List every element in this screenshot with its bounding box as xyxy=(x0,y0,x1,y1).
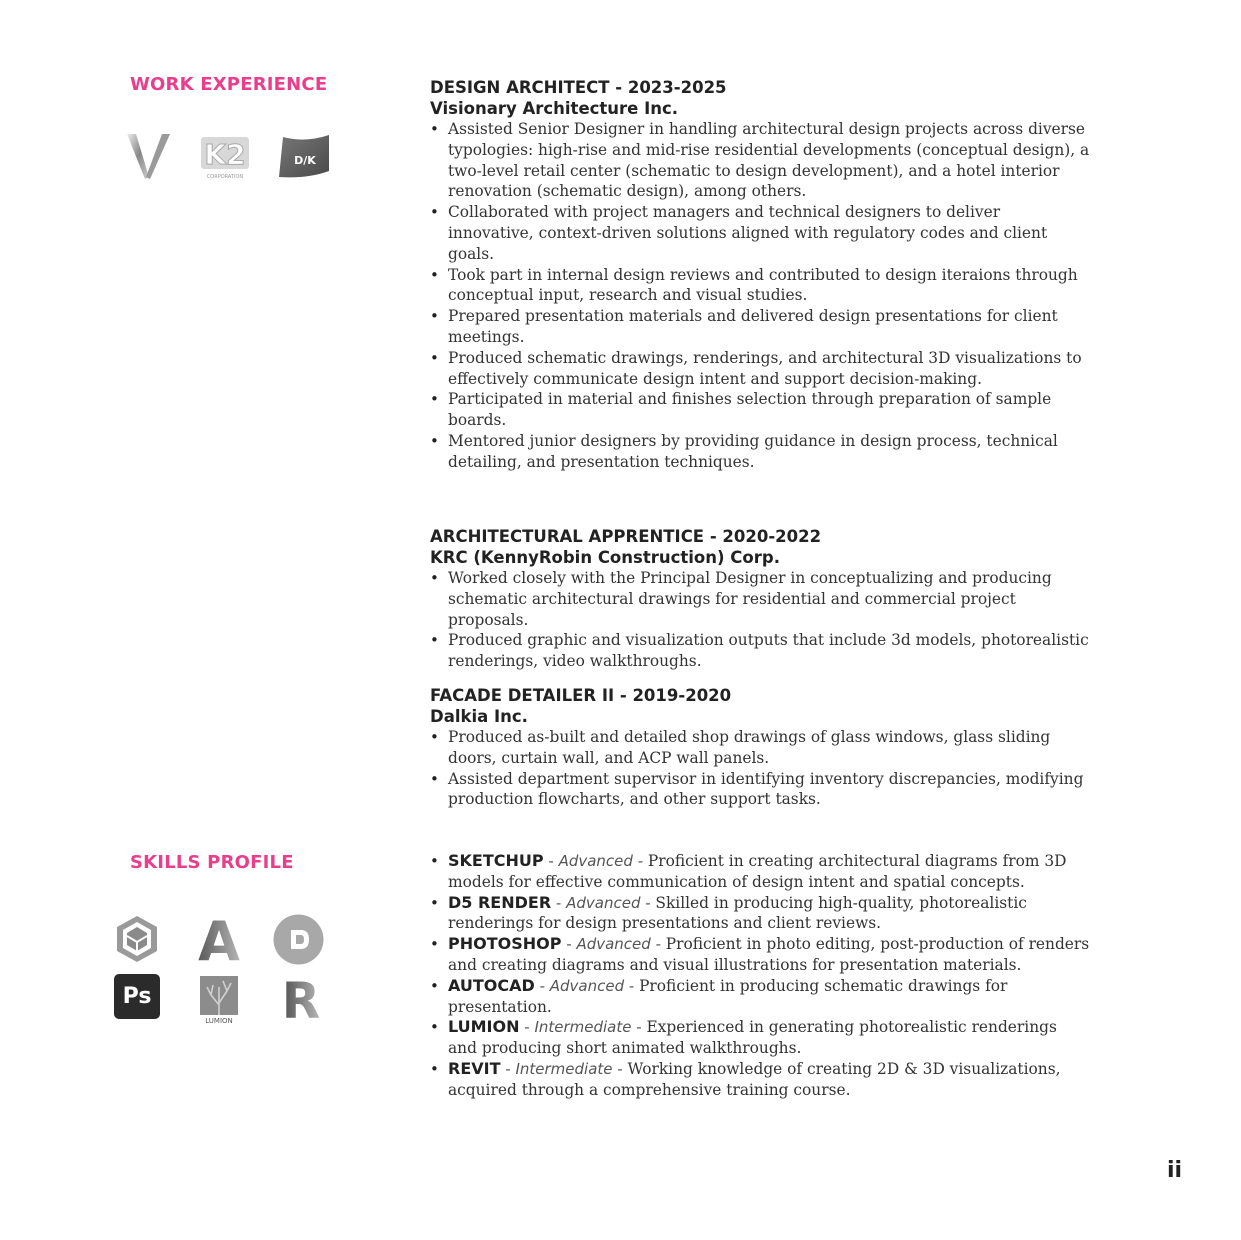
job-bullets xyxy=(430,119,1090,473)
skill-description: Working knowledge of creating 2D & 3D visualizations, acquired through a comprehensive training course. xyxy=(448,1059,1061,1099)
skill-separator: - xyxy=(650,935,666,954)
company-name: Dalkia Inc. xyxy=(430,707,528,726)
skill-separator: - xyxy=(534,976,550,995)
photoshop-logo xyxy=(114,974,160,1019)
skill-level: Advanced xyxy=(576,935,651,954)
work-experience-content xyxy=(430,77,1090,473)
skill-item xyxy=(430,851,1090,893)
autocad-logo xyxy=(196,914,242,964)
lumion-logo-text: LUMION xyxy=(205,1017,233,1024)
skill-separator: - xyxy=(612,1059,628,1078)
skill-item xyxy=(430,976,1090,1018)
job-bullet: • Produced schematic drawings, renderings, and architectural 3D visualizations to effectively communicate design intent and support decision-making. xyxy=(430,348,1090,390)
autocad-logo-text: A xyxy=(198,914,240,964)
krc-logo-subtext: CORPORATION xyxy=(206,174,244,180)
job-bullet: • Prepared presentation materials and delivered design presentations for client meetings. xyxy=(430,306,1090,348)
job-bullet: • Assisted Senior Designer in handling architectural design projects across diverse typologies: high-rise and mid-rise residential developments (conceptual design), a two-level retail center (schematic to design development), and a hotel interior renovation (schematic design), among others. xyxy=(430,119,1090,202)
job-bullet: • Worked closely with the Principal Designer in conceptualizing and producing schematic architectural drawings for residential and commercial project proposals. xyxy=(430,568,1090,630)
skill-separator: - xyxy=(500,1059,516,1078)
skill-bullets xyxy=(430,851,1090,1101)
skill-description: Experienced in generating photorealistic renderings and producing short animated walkthroughs. xyxy=(448,1018,1057,1058)
page-number: ii xyxy=(1167,1158,1183,1183)
dalkia-logo xyxy=(277,133,333,181)
lumion-logo xyxy=(199,975,239,1024)
skill-separator: - xyxy=(519,1018,535,1037)
job-bullet: • Took part in internal design reviews and contributed to design iteraions through conceptual input, research and visual studies. xyxy=(430,265,1090,307)
skill-separator: - xyxy=(632,852,648,870)
skill-level: Advanced xyxy=(549,976,625,995)
skill-name: AUTOCAD xyxy=(448,975,535,995)
skill-name: LUMION xyxy=(448,1017,520,1037)
job-bullets xyxy=(430,568,1090,672)
company-name: Visionary Architecture Inc. xyxy=(430,99,679,118)
visionary-v-logo xyxy=(124,131,174,181)
job-title: FACADE DETAILER II - 2019-2020 xyxy=(430,686,732,705)
job-title: ARCHITECTURAL APPRENTICE - 2020-2022 xyxy=(430,527,822,546)
work-experience-heading: WORK EXPERIENCE xyxy=(130,74,328,95)
job-title: DESIGN ARCHITECT - 2023-2025 xyxy=(430,78,727,97)
job-bullet: • Collaborated with project managers and technical designers to deliver innovative, context-driven solutions aligned with regulatory codes and client goals. xyxy=(430,202,1090,264)
job-bullet: • Assisted department supervisor in identifying inventory discrepancies, modifying production flowcharts, and other support tasks. xyxy=(430,769,1090,811)
skill-separator: - xyxy=(631,1018,647,1037)
skill-level: Advanced xyxy=(558,852,633,870)
job-bullet: • Produced as-built and detailed shop drawings of glass windows, glass sliding doors, curtain wall, and ACP wall panels. xyxy=(430,727,1090,769)
krc-logo xyxy=(198,135,252,181)
dalkia-logo-text: D/K xyxy=(294,154,316,167)
skill-separator: - xyxy=(551,893,567,912)
skills-profile-heading: SKILLS PROFILE xyxy=(130,852,294,873)
skill-name: PHOTOSHOP xyxy=(448,934,562,954)
job-entry xyxy=(430,685,1090,810)
revit-logo-text: R xyxy=(281,974,321,1022)
skill-level: Intermediate xyxy=(515,1059,613,1078)
skill-description: Proficient in photo editing, post-production of renders and creating diagrams and visual illustrations for presentation materials. xyxy=(448,935,1090,974)
job-bullet: • Mentored junior designers by providing guidance in design process, technical detailing, and presentation techniques. xyxy=(430,431,1090,473)
company-name: KRC (KennyRobin Construction) Corp. xyxy=(430,548,780,567)
skill-name: SKETCHUP xyxy=(448,851,544,870)
skill-item xyxy=(430,1017,1090,1059)
d5-render-logo xyxy=(273,914,324,965)
skill-description: Proficient in producing schematic drawings for presentation. xyxy=(448,976,1008,1016)
skill-description: Skilled in producing high-quality, photorealistic renderings for design presentations and client reviews. xyxy=(448,893,1027,933)
skill-separator: - xyxy=(640,893,656,912)
photoshop-logo-text: Ps xyxy=(122,984,152,1009)
skill-separator: - xyxy=(543,852,559,870)
skills-list xyxy=(430,851,1090,1101)
krc-logo-text: K2 xyxy=(204,138,246,171)
skill-separator: - xyxy=(624,976,640,995)
skill-name: D5 RENDER xyxy=(448,892,552,912)
job-bullet: • Participated in material and finishes selection through preparation of sample boards. xyxy=(430,389,1090,431)
job-bullets xyxy=(430,727,1090,810)
skill-level: Intermediate xyxy=(534,1018,632,1037)
skill-item xyxy=(430,893,1090,935)
sketchup-logo xyxy=(113,914,161,964)
job-bullet: • Produced graphic and visualization outputs that include 3d models, photorealistic renderings, video walkthroughs. xyxy=(430,630,1090,672)
skill-item xyxy=(430,934,1090,976)
skill-item xyxy=(430,1059,1090,1101)
skill-level: Advanced xyxy=(566,893,641,912)
job-entry xyxy=(430,77,1090,473)
skill-name: REVIT xyxy=(448,1058,501,1078)
revit-logo xyxy=(280,974,322,1022)
job-entry xyxy=(430,526,1090,672)
skill-description: Proficient in creating architectural diagrams from 3D models for effective communication of design intent and spatial concepts. xyxy=(448,852,1067,891)
skill-separator: - xyxy=(561,935,577,954)
